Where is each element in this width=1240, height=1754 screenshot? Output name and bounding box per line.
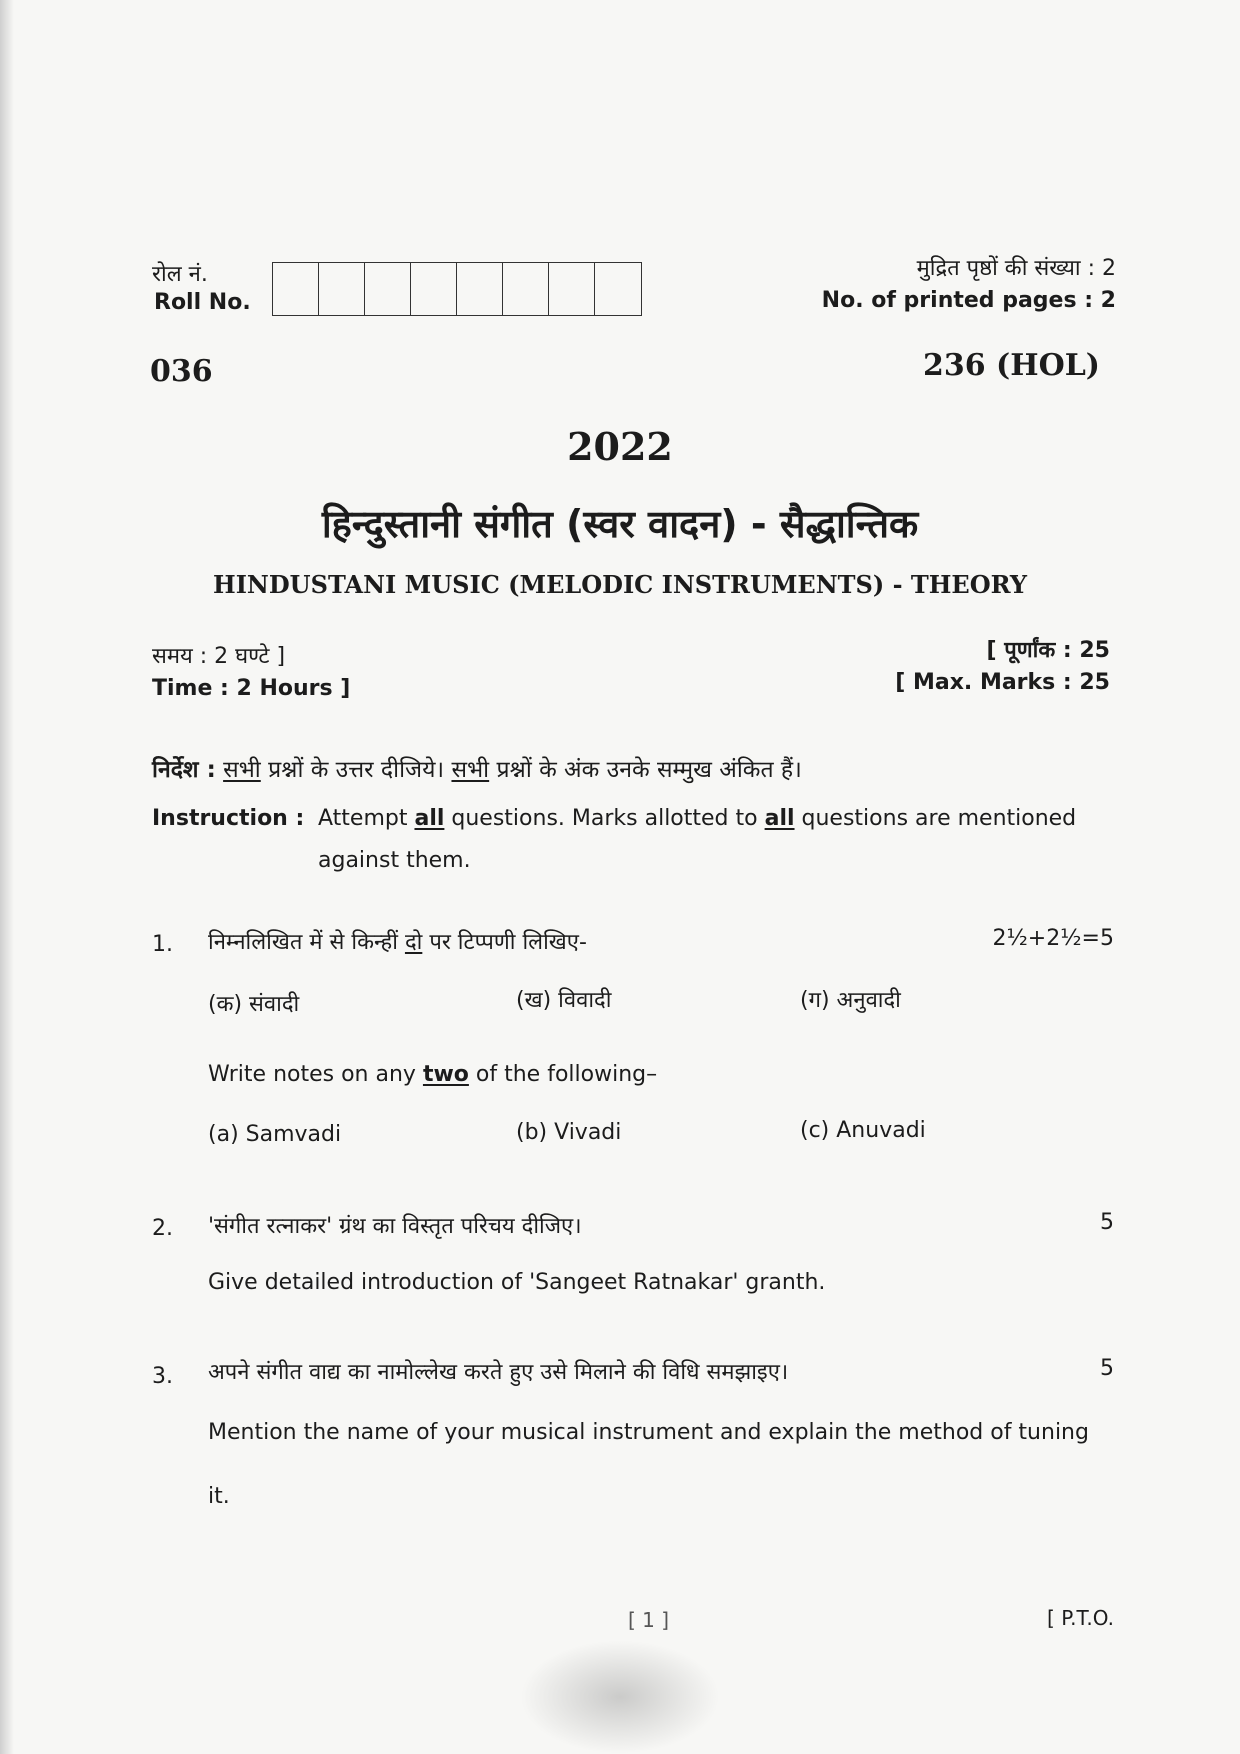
question-3-english-line-1: Mention the name of your musical instrument and explain the method of tuning (208, 1420, 1089, 1445)
roll-box (595, 263, 641, 315)
time-english: Time : 2 Hours ] (152, 676, 351, 701)
question-1-english-emph: two (422, 1062, 469, 1087)
page-number: [ 1 ] (628, 1608, 670, 1632)
question-1-english-text-1: Write notes on any (208, 1062, 423, 1087)
question-1-english-option-c: (c) Anuvadi (800, 1118, 926, 1143)
please-turn-over: [ P.T.O. (1047, 1606, 1114, 1630)
question-2-english: Give detailed introduction of 'Sangeet Ratnakar' granth. (208, 1270, 826, 1295)
instruction-hindi-text-1: प्रश्नों के उत्तर दीजिये। (260, 757, 452, 783)
question-1-english-option-a: (a) Samvadi (208, 1122, 342, 1147)
max-marks-hindi: [ पूर्णांक : 25 (986, 638, 1110, 663)
question-3-hindi: अपने संगीत वाद्य का नामोल्लेख करते हुए उसे मिलाने की विधि समझाइए। (208, 1360, 789, 1385)
roll-box (549, 263, 595, 315)
instruction-hindi-emph-2: सभी (451, 757, 490, 783)
question-1-hindi-option-a: (क) संवादी (208, 992, 300, 1017)
paper-code-right: 236 (HOL) (922, 348, 1100, 383)
instruction-english-text-1: Attempt (318, 806, 415, 831)
question-3-marks: 5 (1100, 1356, 1114, 1381)
paper-code-left: 036 (150, 354, 213, 389)
printed-pages-hindi: मुद्रित पृष्ठों की संख्या : 2 (916, 256, 1116, 281)
instruction-english (152, 798, 1122, 882)
scan-edge-shadow (0, 0, 14, 1754)
question-1-english (208, 1062, 657, 1087)
subject-title-english: HINDUSTANI MUSIC (MELODIC INSTRUMENTS) - THEORY (213, 570, 1027, 599)
question-1-hindi-option-b: (ख) विवादी (516, 988, 612, 1013)
question-1-number: 1. (152, 932, 173, 957)
roll-box (273, 263, 319, 315)
question-1-marks: 2½+2½=5 (992, 926, 1114, 951)
question-2-hindi: 'संगीत रत्नाकर' ग्रंथ का विस्तृत परिचय दीजिए। (208, 1214, 582, 1239)
instruction-english-text-2: questions. Marks allotted to (444, 806, 765, 831)
roll-label-hindi: रोल नं. (152, 262, 208, 287)
roll-number-boxes (272, 262, 642, 316)
roll-box (411, 263, 457, 315)
exam-year: 2022 (567, 424, 673, 469)
instruction-english-line-2: against them. (318, 848, 471, 873)
roll-box (503, 263, 549, 315)
time-hindi: समय : 2 घण्टे ] (152, 644, 286, 669)
question-2-number: 2. (152, 1216, 173, 1241)
question-1-hindi-text-1: निम्नलिखित में से किन्हीं (208, 930, 405, 955)
scan-smudge (520, 1640, 720, 1754)
instruction-hindi (152, 752, 802, 784)
question-1-english-option-b: (b) Vivadi (516, 1120, 622, 1145)
question-1-hindi-emph: दो (404, 930, 423, 955)
question-1-hindi-option-c: (ग) अनुवादी (800, 988, 901, 1013)
roll-box (457, 263, 503, 315)
question-1-hindi (208, 926, 587, 956)
max-marks-english: [ Max. Marks : 25 (895, 670, 1110, 695)
instruction-hindi-label: निर्देश : (152, 757, 216, 783)
instruction-english-emph-2: all (764, 806, 795, 831)
roll-box (319, 263, 365, 315)
question-2-marks: 5 (1100, 1210, 1114, 1235)
instruction-english-emph-1: all (414, 806, 445, 831)
subject-title-hindi: हिन्दुस्तानी संगीत (स्वर वादन) - सैद्धान्तिक (321, 502, 919, 546)
roll-label-english: Roll No. (154, 290, 251, 315)
question-3-english-line-2: it. (208, 1484, 230, 1509)
instruction-english-label: Instruction : (152, 806, 305, 831)
question-1-hindi-text-2: पर टिप्पणी लिखिए- (422, 930, 587, 955)
printed-pages-english: No. of printed pages : 2 (821, 288, 1116, 313)
question-1-english-text-2: of the following– (468, 1062, 658, 1087)
instruction-hindi-emph-1: सभी (223, 757, 261, 783)
instruction-english-text-3: questions are mentioned (794, 806, 1077, 831)
instruction-hindi-text-2: प्रश्नों के अंक उनके सम्मुख अंकित हैं। (489, 757, 802, 783)
question-3-number: 3. (152, 1364, 173, 1389)
roll-box (365, 263, 411, 315)
